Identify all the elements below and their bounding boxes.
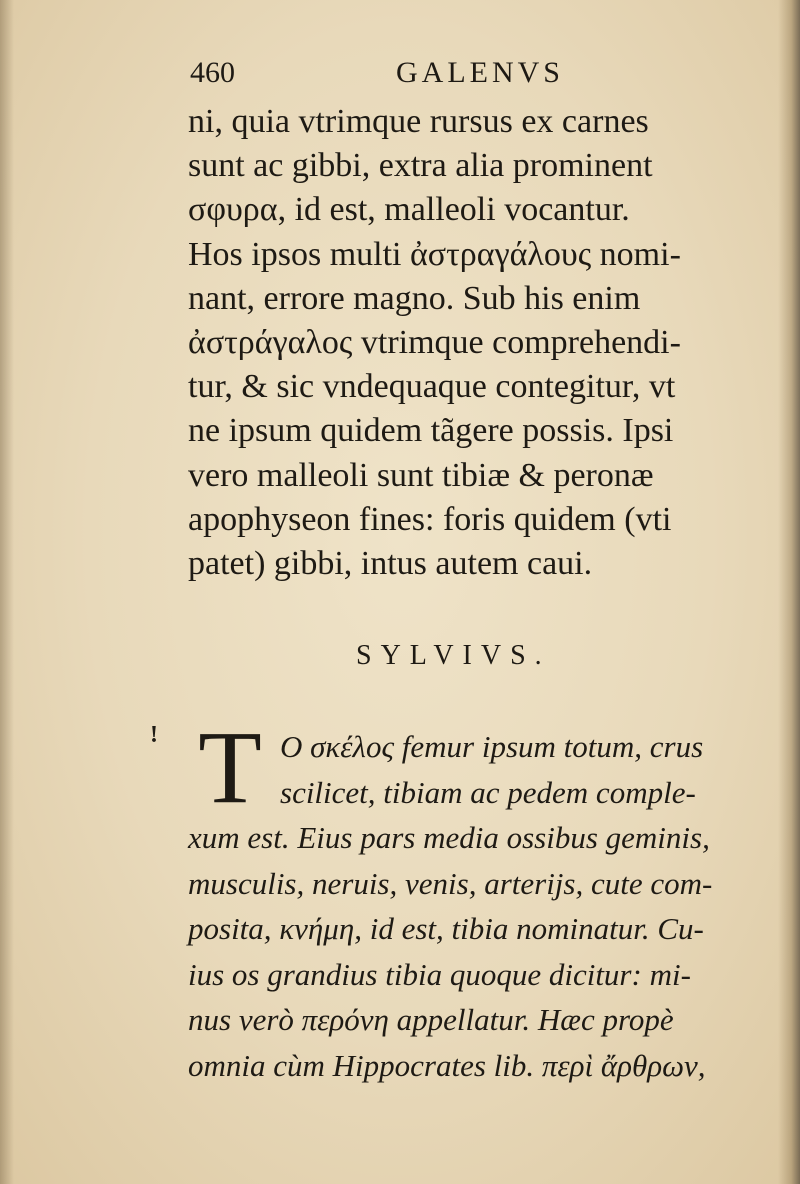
running-title: GALENVS (396, 56, 564, 89)
text-line: posita, κνήμη, id est, tibia nominatur. Cu- (188, 911, 704, 946)
text-line: nus verò περόνη appellatur. Hæc propè (188, 1002, 674, 1037)
text-line: σφυρα, id est, malleoli vocantur. (188, 191, 630, 229)
sylvius-paragraph (188, 710, 768, 1088)
text-line: ἀστράγαλος vtrimque comprehendi- (188, 324, 681, 362)
galen-paragraph (188, 100, 768, 586)
section-heading: SYLVIVS. (356, 640, 551, 671)
page-number: 460 (190, 56, 235, 89)
text-line: apophyseon fines: foris quidem (vti (188, 500, 672, 538)
text-line: omnia cùm Hippocrates lib. περὶ ἄρθρων, (188, 1047, 706, 1083)
margin-mark: ! (150, 722, 158, 748)
text-line: Hos ipsos multi ἀστραγάλους nomi- (188, 235, 681, 273)
text-line: ni, quia vtrimque rursus ex carnes (188, 103, 649, 140)
text-line: sunt ac gibbi, extra alia prominent (188, 147, 653, 185)
text-line: xum est. Eius pars media ossibus geminis, (188, 820, 710, 855)
text-line: scilicet, tibiam ac pedem comple- (280, 774, 696, 810)
text-line: ius os grandius tibia quoque dicitur: mi- (188, 956, 691, 992)
text-line: musculis, neruis, venis, arterijs, cute com- (188, 865, 713, 901)
drop-cap: T (198, 710, 262, 825)
page-right-shadow (778, 0, 800, 1184)
text-line: ne ipsum quidem tãgere possis. Ipsi (188, 412, 674, 450)
text-line: patet) gibbi, intus autem caui. (188, 545, 593, 583)
text-line: O σκέλος femur ipsum totum, crus (280, 729, 704, 764)
text-line: nant, errore magno. Sub his enim (188, 279, 641, 317)
page-left-shadow (0, 0, 14, 1184)
running-header (190, 52, 730, 96)
text-line: vero malleoli sunt tibiæ & peronæ (188, 456, 654, 494)
text-line: tur, & sic vndequaque contegitur, vt (188, 368, 676, 406)
